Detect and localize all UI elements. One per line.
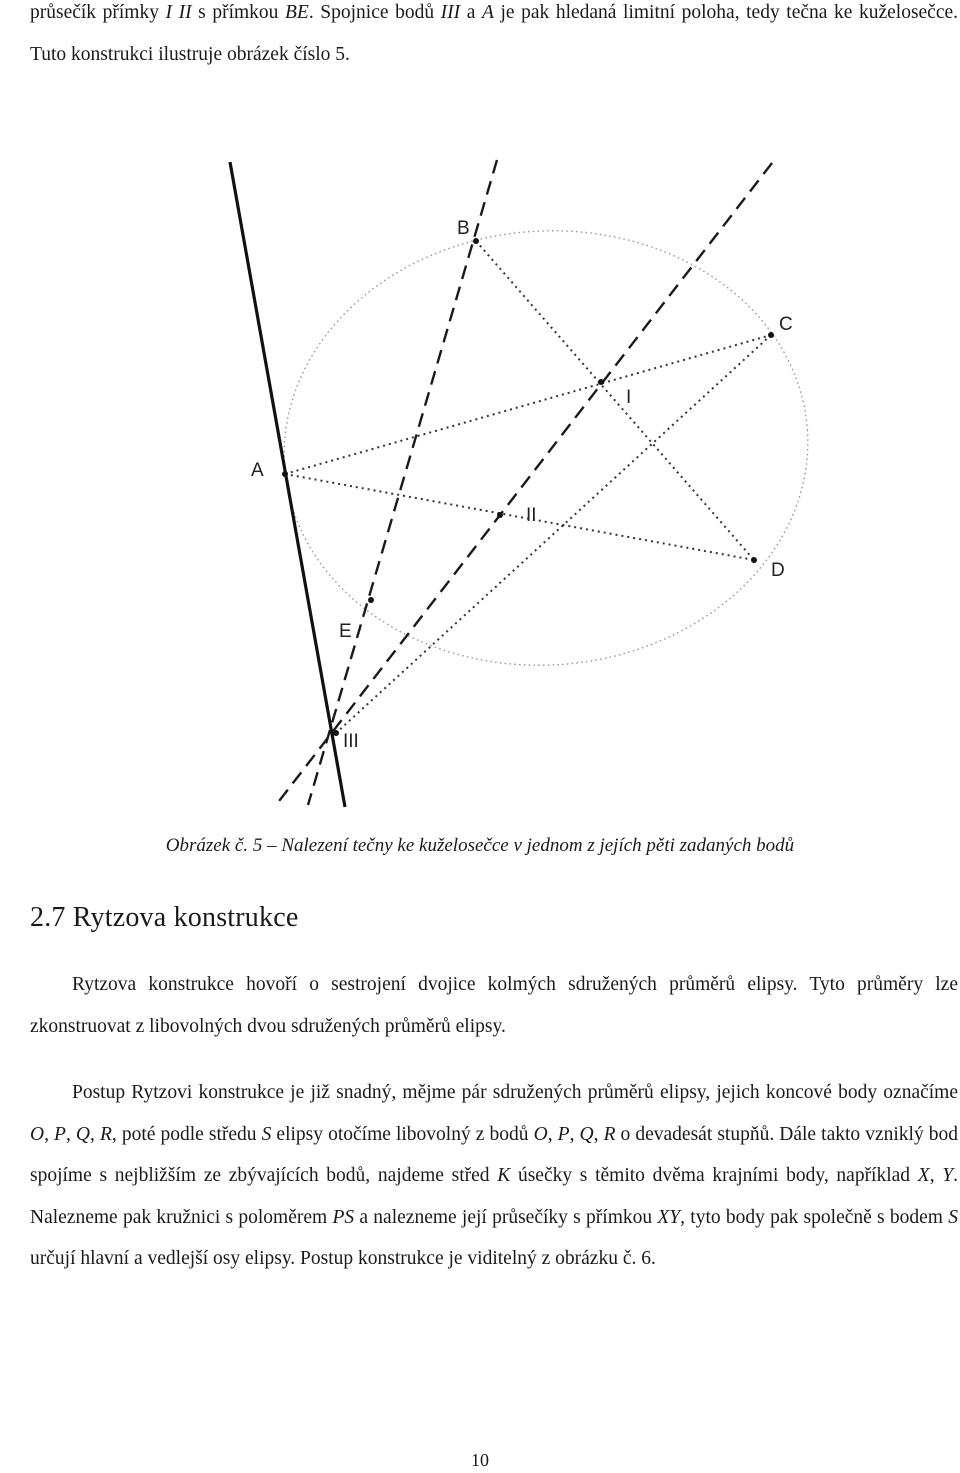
label-D: D (771, 560, 785, 581)
label-II: II (526, 505, 537, 526)
text-run: je pak hledaná limitní poloha, tedy tečna ke kuželosečce. Tuto konstrukci ilustruje obrázek číslo 5. (30, 2, 959, 65)
point-A (282, 471, 288, 477)
line-B-E (308, 160, 497, 805)
math-symbol: X (917, 1165, 930, 1186)
text-run: , (547, 1123, 558, 1145)
text-run: a (460, 2, 482, 23)
label-E: E (339, 621, 352, 642)
text-run: určují hlavní a vedlejší osy elipsy. Postup konstrukce je viditelný z obrázku č. 6. (30, 1248, 656, 1269)
math-symbol: P (54, 1123, 66, 1145)
label-B: B (457, 218, 470, 239)
text-run: úsečky s těmito dvěma krajními body, například (510, 1165, 918, 1186)
text-run: s přímkou (191, 2, 285, 23)
text-run: průsečík přímky (30, 2, 166, 23)
math-symbol: III (440, 2, 461, 23)
math-symbol: K (497, 1165, 511, 1186)
paragraph-1 (30, 964, 958, 1047)
text-run: , (929, 1165, 943, 1186)
dotted-construction-lines (285, 241, 771, 733)
dashed-lines (276, 160, 772, 805)
caption-prefix: Obrázek č. 5 (165, 835, 263, 856)
text-run: , (569, 1123, 580, 1145)
line-A-C (285, 335, 771, 474)
math-symbol: Q (75, 1123, 91, 1145)
math-symbol: S (948, 1206, 958, 1228)
math-symbol: XY (657, 1206, 681, 1228)
text-run: , (44, 1123, 55, 1145)
text-run: , tyto body pak společně s bodem (680, 1206, 949, 1228)
intro-paragraph (30, 0, 958, 75)
math-symbol: Q (579, 1123, 594, 1145)
point-III (333, 730, 339, 736)
tangent-line (230, 162, 345, 807)
math-symbol: O (30, 1123, 45, 1145)
text-run: , poté podle středu (111, 1123, 262, 1145)
line-I-II-III (276, 163, 772, 805)
text-run: Rytzova konstrukce hovoří o sestrojení dvojice kolmých sdružených průměrů elipsy. Tyto průměry lze zkonstruovat z libovolných dvou sdružených průměrů elipsy. (30, 974, 958, 1037)
point-E (368, 597, 374, 603)
caption-text: Nalezení tečny ke kuželosečce v jednom z jejích pěti zadaných bodů (281, 835, 795, 856)
conic-tangent-figure (0, 150, 960, 815)
label-A: A (251, 460, 264, 481)
paragraph-2 (30, 1072, 958, 1280)
math-symbol: S (261, 1123, 272, 1145)
text-run: , (65, 1123, 76, 1145)
text-run: . Spojnice bodů (308, 2, 441, 23)
text-run: elipsy otočíme libovolný z bodů (271, 1123, 534, 1145)
label-C: C (779, 314, 793, 335)
text-run: . Nalezneme pak kružnici s poloměrem (30, 1165, 959, 1228)
label-III: III (343, 731, 359, 752)
conic-ellipse (270, 213, 823, 682)
point-II (497, 512, 503, 518)
math-symbol: O (533, 1123, 548, 1145)
line-A-D (285, 474, 754, 560)
point-B (473, 238, 479, 244)
label-I: I (626, 387, 632, 408)
text-run: , (593, 1123, 604, 1145)
line-C-E-to-III (336, 335, 771, 733)
section-heading: 2.7 Rytzova konstrukce (30, 902, 299, 933)
caption-dash: – (262, 835, 282, 856)
math-symbol: A (481, 2, 494, 23)
page-number: 10 (471, 1450, 489, 1470)
text-run: , (90, 1123, 100, 1145)
point-I (598, 379, 604, 385)
text-run: o devadesát stupňů. Dále takto vzniklý bod spojíme s nejbližším ze zbývajících bodů, najdeme střed (30, 1123, 959, 1186)
math-symbol: R (99, 1123, 112, 1145)
line-B-D (476, 241, 754, 560)
math-symbol: R (603, 1123, 616, 1145)
math-symbol: PS (332, 1206, 355, 1228)
point-D (751, 557, 757, 563)
text-run: a nalezneme její průsečíky s přímkou (354, 1206, 658, 1228)
text-run: Postup Rytzovi konstrukce je již snadný, mějme pár sdružených průměrů elipsy, jejich koncové body označíme (72, 1082, 958, 1103)
math-symbol: Y (942, 1165, 954, 1186)
math-symbol: BE (285, 2, 309, 23)
points (282, 238, 774, 736)
point-C (768, 332, 774, 338)
math-symbol: I II (165, 2, 192, 23)
math-symbol: P (557, 1123, 570, 1145)
figure-caption (0, 833, 960, 859)
